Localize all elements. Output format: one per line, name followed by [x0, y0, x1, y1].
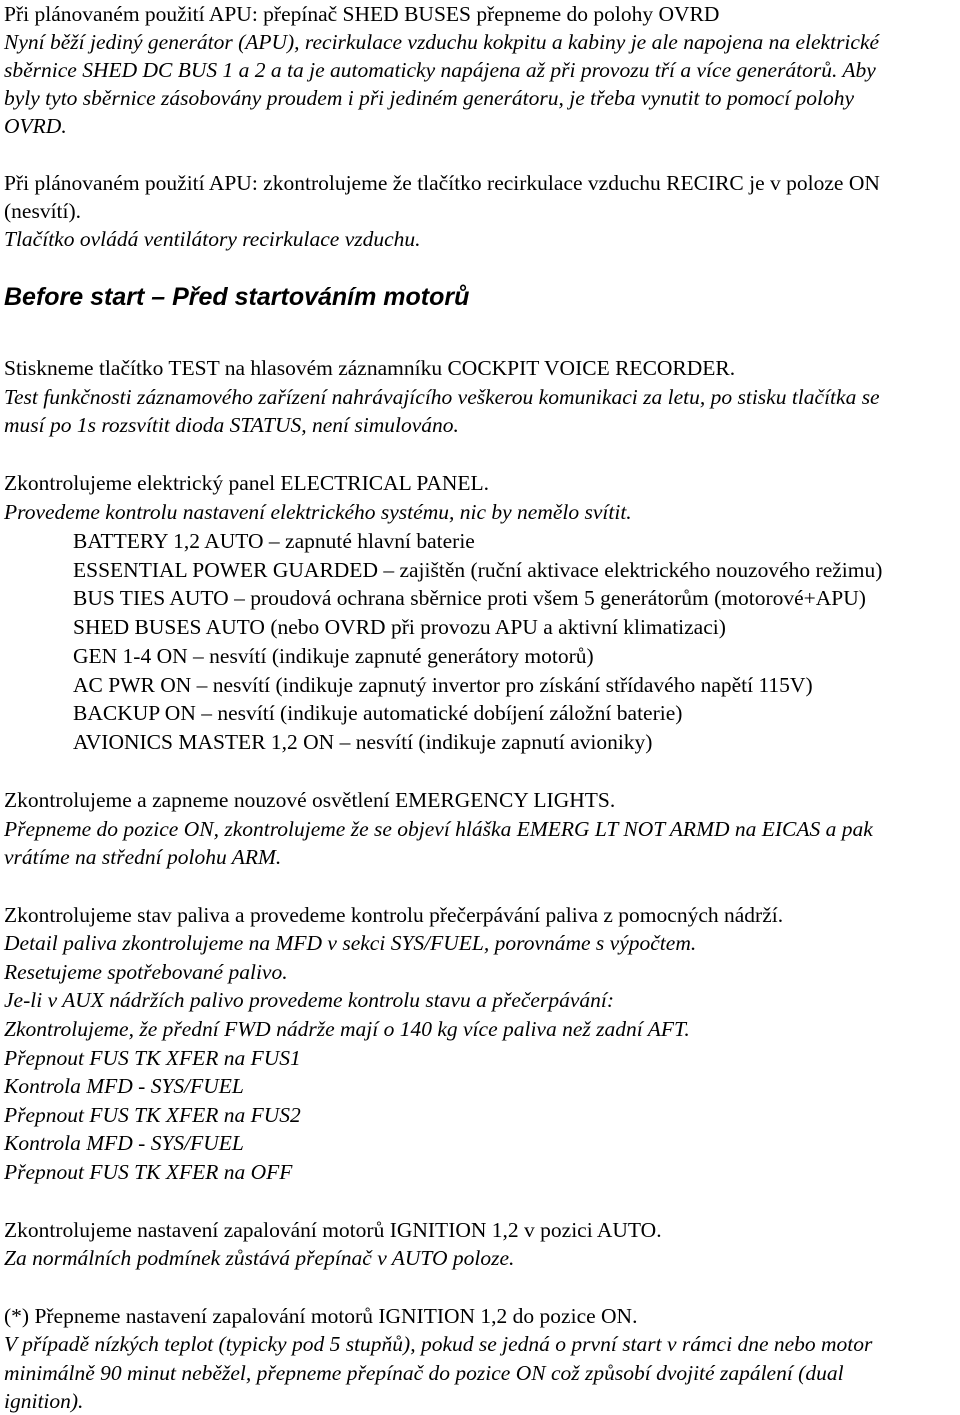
text-line: Stiskneme tlačítko TEST na hlasovém záznamníku COCKPIT VOICE RECORDER.	[4, 356, 736, 380]
text-line: Při plánovaném použití APU: zkontrolujeme že tlačítko recirkulace vzduchu RECIRC je v poloze ON	[4, 171, 880, 195]
checklist-item: AC PWR ON – nesvítí (indikuje zapnutý invertor pro získání střídavého napětí 115V)	[73, 673, 813, 697]
italic-note-line: Resetujeme spotřebované palivo.	[4, 960, 288, 984]
checklist-item: GEN 1-4 ON – nesvítí (indikuje zapnuté generátory motorů)	[73, 644, 594, 668]
checklist-item: BACKUP ON – nesvítí (indikuje automatické dobíjení záložní baterie)	[73, 701, 683, 725]
italic-note-line: vrátíme na střední polohu ARM.	[4, 845, 282, 869]
text-line: Při plánovaném použití APU: přepínač SHED BUSES přepneme do polohy OVRD	[4, 2, 720, 26]
italic-note-line: Test funkčnosti záznamového zařízení nahrávajícího veškerou komunikaci za letu, po stisku tlačítka se	[4, 385, 880, 409]
italic-note-line: Nyní běží jediný generátor (APU), recirkulace vzduchu kokpitu a kabiny je ale napojena na elektrické	[4, 30, 880, 54]
italic-note-line: sběrnice SHED DC BUS 1 a 2 a ta je automaticky napájena až při provozu tří a více generátorů. Aby	[4, 58, 876, 82]
italic-note-line: Přepnout FUS TK XFER na OFF	[4, 1160, 293, 1184]
text-line: Zkontrolujeme elektrický panel ELECTRICAL PANEL.	[4, 471, 490, 495]
italic-note-line: Za normálních podmínek zůstává přepínač v AUTO poloze.	[4, 1246, 515, 1270]
text-line: Zkontrolujeme stav paliva a provedeme kontrolu přečerpávání paliva z pomocných nádrží.	[4, 903, 784, 927]
checklist-item: ESSENTIAL POWER GUARDED – zajištěn (ruční aktivace elektrického nouzového režimu)	[73, 558, 883, 582]
italic-note-line: V případě nízkých teplot (typicky pod 5 stupňů), pokud se jedná o první start v rámci dne nebo motor	[4, 1332, 873, 1356]
italic-note-line: Přepnout FUS TK XFER na FUS2	[4, 1103, 301, 1127]
text-line: (nesvítí).	[4, 199, 82, 223]
italic-note-line: Přepneme do pozice ON, zkontrolujeme že se objeví hláška EMERG LT NOT ARMD na EICAS a pak	[4, 817, 873, 841]
italic-note-line: Provedeme kontrolu nastavení elektrického systému, nic by nemělo svítit.	[4, 500, 632, 524]
italic-note-line: Kontrola MFD - SYS/FUEL	[4, 1074, 244, 1098]
italic-note-line: minimálně 90 minut neběžel, přepneme přepínač do pozice ON což způsobí dvojité zapálení (dual	[4, 1361, 844, 1385]
text-line: Zkontrolujeme nastavení zapalování motorů IGNITION 1,2 v pozici AUTO.	[4, 1218, 662, 1242]
checklist-item: BATTERY 1,2 AUTO – zapnuté hlavní baterie	[73, 529, 475, 553]
italic-note-line: Kontrola MFD - SYS/FUEL	[4, 1131, 244, 1155]
italic-note-line: Je-li v AUX nádržích palivo provedeme kontrolu stavu a přečerpávání:	[4, 988, 614, 1012]
italic-note-line: ignition).	[4, 1389, 84, 1413]
checklist-item: BUS TIES AUTO – proudová ochrana sběrnice proti všem 5 generátorům (motorové+APU)	[73, 586, 866, 610]
italic-note-line: Detail paliva zkontrolujeme na MFD v sekci SYS/FUEL, porovnáme s výpočtem.	[4, 931, 697, 955]
checklist-item: AVIONICS MASTER 1,2 ON – nesvítí (indikuje zapnutí avioniky)	[73, 730, 653, 754]
italic-note-line: musí po 1s rozsvítit dioda STATUS, není simulováno.	[4, 413, 459, 437]
italic-note-line: Přepnout FUS TK XFER na FUS1	[4, 1046, 301, 1070]
italic-note-line: Zkontrolujeme, že přední FWD nádrže mají o 140 kg více paliva než zadní AFT.	[4, 1017, 690, 1041]
text-line: (*) Přepneme nastavení zapalování motorů IGNITION 1,2 do pozice ON.	[4, 1304, 638, 1328]
italic-note-line: Tlačítko ovládá ventilátory recirkulace vzduchu.	[4, 227, 421, 251]
checklist-item: SHED BUSES AUTO (nebo OVRD při provozu APU a aktivní klimatizaci)	[73, 615, 726, 639]
italic-note-line: OVRD.	[4, 114, 67, 138]
text-line: Zkontrolujeme a zapneme nouzové osvětlení EMERGENCY LIGHTS.	[4, 788, 616, 812]
section-heading: Before start – Před startováním motorů	[4, 283, 470, 311]
italic-note-line: byly tyto sběrnice zásobovány proudem i při jediném generátoru, je třeba vynutit to pomocí polohy	[4, 86, 855, 110]
